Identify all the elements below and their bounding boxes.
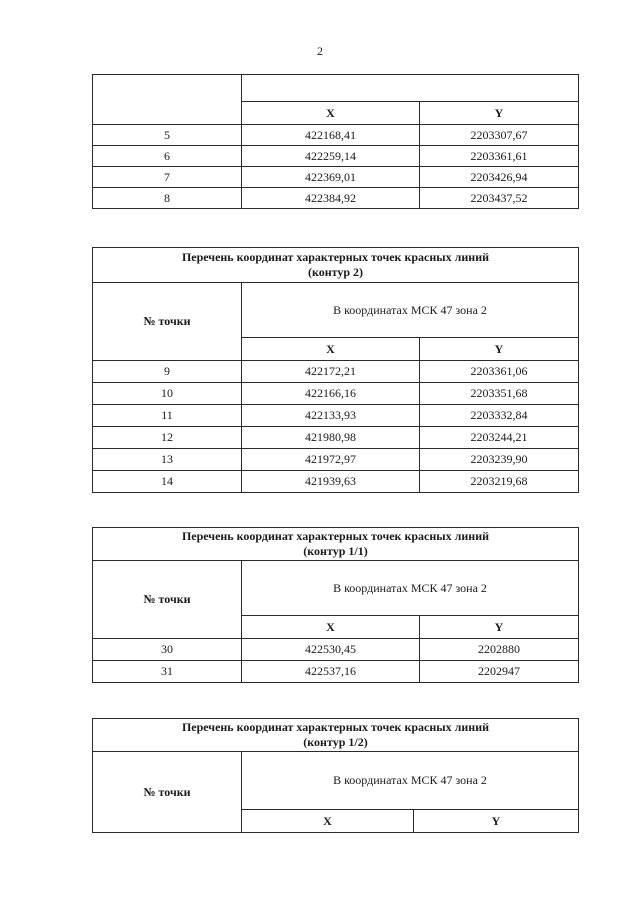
table-title-line1: Перечень координат характерных точек красных линий bbox=[181, 720, 490, 734]
table-title-line2: (контур 1/2) bbox=[303, 735, 368, 749]
table-title-row bbox=[93, 528, 579, 561]
point-number-cell: 12 bbox=[93, 427, 242, 449]
y-coordinate-cell: 2203437,52 bbox=[420, 188, 579, 209]
x-coordinate-cell: 422172,21 bbox=[242, 361, 420, 383]
column-header-x: X bbox=[242, 616, 420, 639]
point-number-cell: 30 bbox=[93, 639, 242, 661]
y-coordinate-cell: 2203239,90 bbox=[420, 449, 579, 471]
y-coordinate-cell: 2203426,94 bbox=[420, 167, 579, 188]
table-title bbox=[93, 248, 579, 283]
point-number-cell: 8 bbox=[93, 188, 242, 209]
table-row bbox=[93, 427, 579, 449]
point-number-cell: 10 bbox=[93, 383, 242, 405]
header-row-top bbox=[93, 561, 579, 616]
x-coordinate-cell: 422537,16 bbox=[242, 661, 420, 683]
table-row bbox=[93, 405, 579, 427]
coord-system-header: В координатах МСК 47 зона 2 bbox=[242, 561, 579, 616]
coordinates-table-contour-2 bbox=[92, 247, 579, 493]
point-number-cell: 6 bbox=[93, 146, 242, 167]
table-title-line1: Перечень координат характерных точек красных линий bbox=[181, 250, 490, 264]
column-header-y: Y bbox=[420, 338, 579, 361]
x-coordinate-cell: 422530,45 bbox=[242, 639, 420, 661]
coordinates-table-contour-1-1 bbox=[92, 527, 579, 683]
point-number-header-cell bbox=[93, 75, 242, 125]
table-row bbox=[93, 471, 579, 493]
table-row bbox=[93, 188, 579, 209]
table-row bbox=[93, 661, 579, 683]
x-coordinate-cell: 421939,63 bbox=[242, 471, 420, 493]
y-coordinate-cell: 2203361,06 bbox=[420, 361, 579, 383]
coord-system-header: В координатах МСК 47 зона 2 bbox=[242, 752, 579, 810]
point-number-cell: 7 bbox=[93, 167, 242, 188]
column-header-y: Y bbox=[414, 810, 579, 833]
point-number-header: № точки bbox=[93, 752, 242, 833]
x-coordinate-cell: 422133,93 bbox=[242, 405, 420, 427]
y-coordinate-cell: 2203332,84 bbox=[420, 405, 579, 427]
x-coordinate-cell: 422168,41 bbox=[242, 125, 420, 146]
x-coordinate-cell: 421980,98 bbox=[242, 427, 420, 449]
header-row-top bbox=[93, 752, 579, 810]
coord-system-header: В координатах МСК 47 зона 2 bbox=[242, 283, 579, 338]
table-row bbox=[93, 383, 579, 405]
x-coordinate-cell: 421972,97 bbox=[242, 449, 420, 471]
point-number-cell: 11 bbox=[93, 405, 242, 427]
point-number-cell: 5 bbox=[93, 125, 242, 146]
page-number: 2 bbox=[317, 44, 323, 58]
column-header-x: X bbox=[242, 102, 420, 125]
y-coordinate-cell: 2203361,61 bbox=[420, 146, 579, 167]
point-number-header: № точки bbox=[93, 561, 242, 639]
point-number-cell: 14 bbox=[93, 471, 242, 493]
point-number-cell: 13 bbox=[93, 449, 242, 471]
table-row bbox=[93, 639, 579, 661]
y-coordinate-cell: 2202880 bbox=[420, 639, 579, 661]
coord-system-header-cell bbox=[242, 75, 579, 102]
column-header-y: Y bbox=[420, 102, 579, 125]
x-coordinate-cell: 422369,01 bbox=[242, 167, 420, 188]
y-coordinate-cell: 2203219,68 bbox=[420, 471, 579, 493]
table-row bbox=[93, 146, 579, 167]
y-coordinate-cell: 2202947 bbox=[420, 661, 579, 683]
coordinates-table-contour-1-2 bbox=[92, 718, 579, 833]
y-coordinate-cell: 2203244,21 bbox=[420, 427, 579, 449]
table-title-line1: Перечень координат характерных точек красных линий bbox=[181, 529, 490, 543]
point-number-cell: 9 bbox=[93, 361, 242, 383]
table-title-line2: (контур 1/1) bbox=[303, 544, 368, 558]
y-coordinate-cell: 2203307,67 bbox=[420, 125, 579, 146]
table-title-row bbox=[93, 248, 579, 283]
table-row bbox=[93, 167, 579, 188]
table-row bbox=[93, 361, 579, 383]
column-header-x: X bbox=[242, 810, 414, 833]
x-coordinate-cell: 422166,16 bbox=[242, 383, 420, 405]
table-title-row bbox=[93, 719, 579, 752]
point-number-cell: 31 bbox=[93, 661, 242, 683]
table-title bbox=[93, 719, 579, 752]
header-row-top bbox=[93, 75, 579, 102]
coordinates-table-continued bbox=[92, 74, 579, 209]
table-row bbox=[93, 449, 579, 471]
y-coordinate-cell: 2203351,68 bbox=[420, 383, 579, 405]
point-number-header: № точки bbox=[93, 283, 242, 361]
table-title bbox=[93, 528, 579, 561]
x-coordinate-cell: 422259,14 bbox=[242, 146, 420, 167]
column-header-x: X bbox=[242, 338, 420, 361]
header-row-top bbox=[93, 283, 579, 338]
table-title-line2: (контур 2) bbox=[307, 265, 364, 279]
table-row bbox=[93, 125, 579, 146]
x-coordinate-cell: 422384,92 bbox=[242, 188, 420, 209]
column-header-y: Y bbox=[420, 616, 579, 639]
